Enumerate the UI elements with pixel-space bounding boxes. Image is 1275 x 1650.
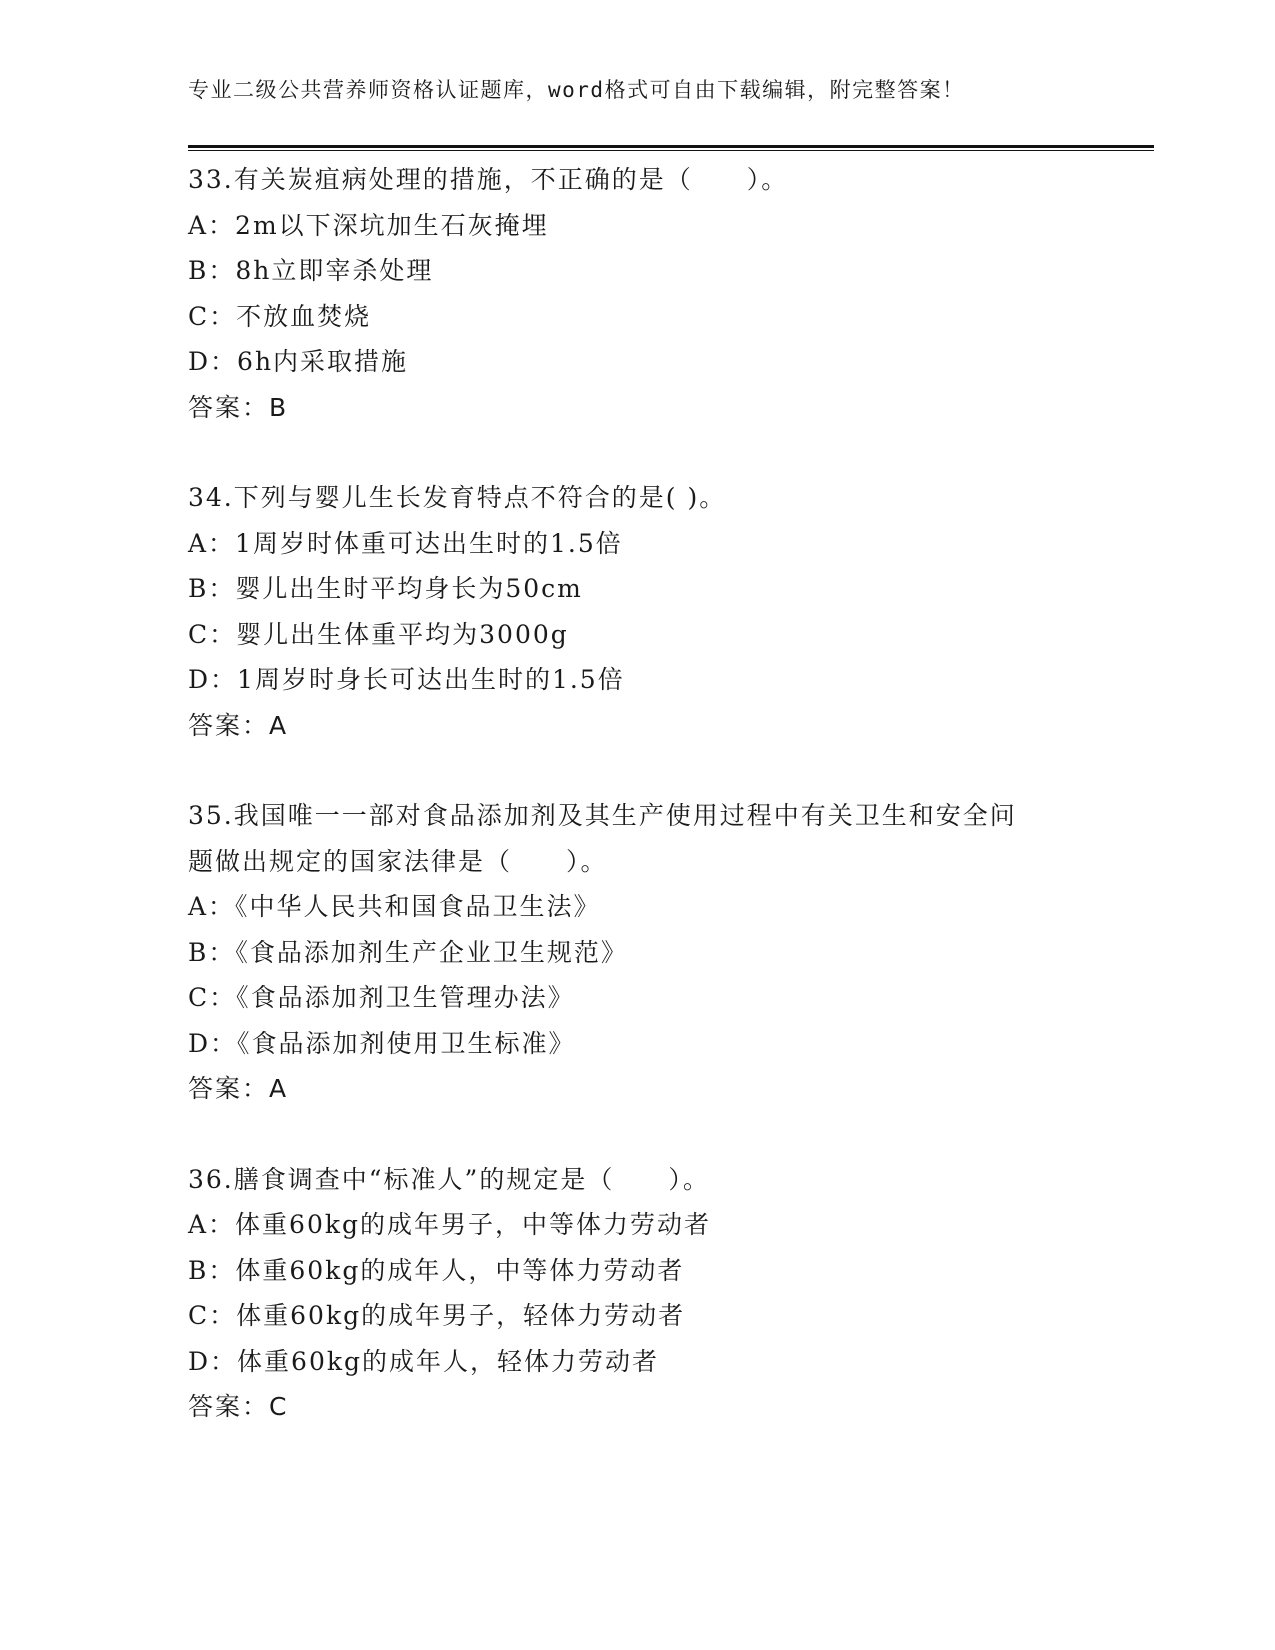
option-b: B：《食品添加剂生产企业卫生规范》 <box>188 937 628 967</box>
option-b: B：体重60kg的成年人，中等体力劳动者 <box>188 1255 685 1285</box>
option-a: A：2m以下深坑加生石灰掩埋 <box>188 210 549 240</box>
option-c: C：婴儿出生体重平均为3000g <box>188 619 569 649</box>
question-33 <box>188 157 1148 430</box>
answer: 答案：B <box>188 392 289 422</box>
question-list <box>188 157 1148 1475</box>
answer: 答案：C <box>188 1392 289 1421</box>
option-b: B：婴儿出生时平均身长为50cm <box>188 574 583 603</box>
question-stem: 34.下列与婴儿生长发育特点不符合的是( )。 <box>188 483 727 512</box>
option-c: C：《食品添加剂卫生管理办法》 <box>188 983 575 1012</box>
header-rule-thick <box>188 145 1154 148</box>
question-36 <box>188 1157 1148 1430</box>
answer: 答案：A <box>188 710 289 740</box>
answer: 答案：A <box>188 1074 289 1103</box>
option-a: A：体重60kg的成年男子，中等体力劳动者 <box>188 1210 712 1239</box>
option-c: C：不放血焚烧 <box>188 301 372 331</box>
option-c: C：体重60kg的成年男子，轻体力劳动者 <box>188 1301 686 1330</box>
question-34 <box>188 475 1148 748</box>
question-35 <box>188 793 1148 1112</box>
option-d: D：体重60kg的成年人，轻体力劳动者 <box>188 1346 660 1376</box>
option-d: D：1周岁时身长可达出生时的1.5倍 <box>188 665 625 694</box>
option-a: A：《中华人民共和国食品卫生法》 <box>188 892 601 921</box>
page-header: 专业二级公共营养师资格认证题库，word格式可自由下载编辑，附完整答案！ <box>188 78 965 102</box>
option-a: A：1周岁时体重可达出生时的1.5倍 <box>188 528 623 558</box>
question-stem: 33.有关炭疽病处理的措施，不正确的是（ ）。 <box>188 165 789 194</box>
option-d: D：《食品添加剂使用卫生标准》 <box>188 1028 576 1058</box>
header-rule-thin <box>188 150 1154 151</box>
question-stem: 35.我国唯一一部对食品添加剂及其生产使用过程中有关卫生和安全问 <box>188 801 1017 830</box>
question-stem: 36.膳食调查中“标准人”的规定是（ ）。 <box>188 1164 710 1194</box>
question-stem-continued: 题做出规定的国家法律是（ ）。 <box>188 846 608 876</box>
option-b: B：8h立即宰杀处理 <box>188 256 434 285</box>
option-d: D：6h内采取措施 <box>188 347 409 376</box>
